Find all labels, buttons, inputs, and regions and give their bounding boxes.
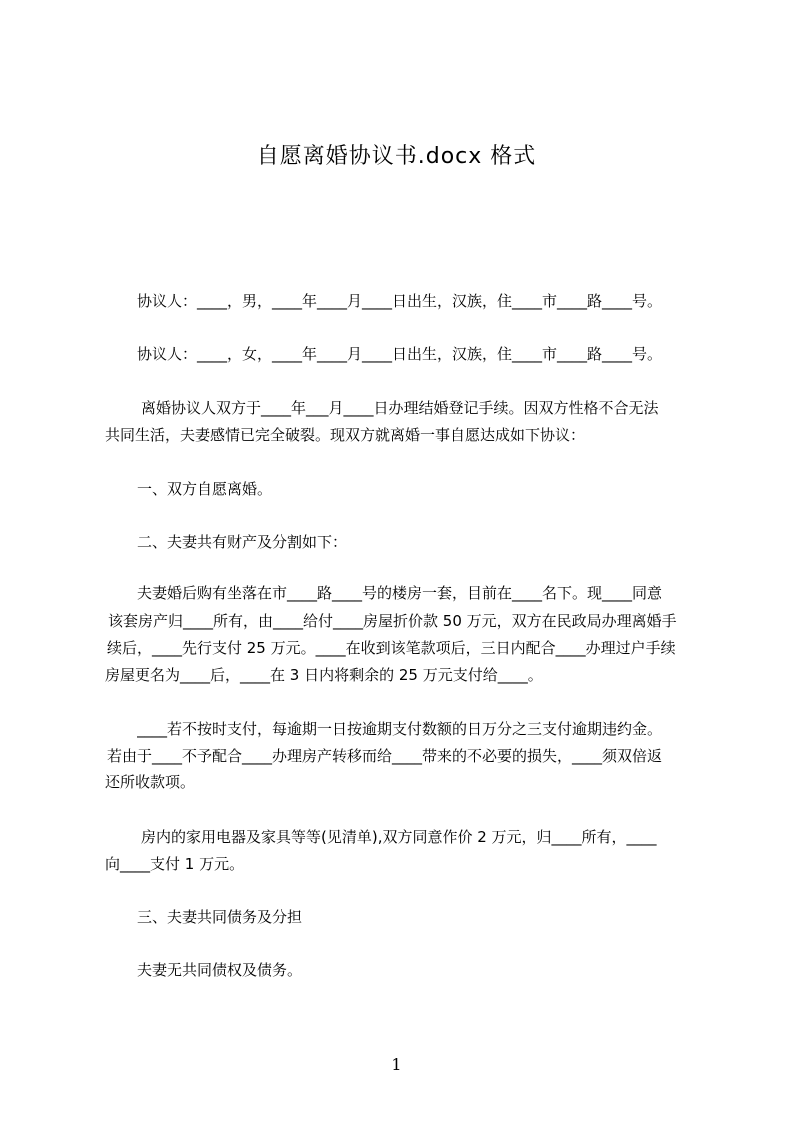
paragraph-line: 若由于____不予配合____办理房产转移而给____带来的不必要的损失，____须双倍返 — [107, 747, 663, 765]
paragraph-line: 房内的家用电器及家具等等(见清单),双方同意作价 2 万元，归____所有，____ — [141, 828, 657, 846]
section-heading: 一、双方自愿离婚。 — [137, 480, 273, 498]
party-line-male: 协议人：____，男，____年____月____日出生，汉族，住____市____路____号。 — [137, 292, 663, 310]
paragraph-line: 房屋更名为____后，____在 3 日内将剩余的 25 万元支付给____。 — [105, 666, 543, 684]
paragraph-line: 该套房产归____所有，由____给付____房屋折价款 50 万元，双方在民政局办理离婚手 — [108, 612, 677, 630]
paragraph-line: 还所收款项。 — [105, 773, 196, 791]
paragraph-line: 续后，____先行支付 25 万元。____在收到该笔款项后，三日内配合____办理过户手续 — [107, 639, 676, 657]
section-heading: 三、夫妻共同债务及分担 — [137, 908, 303, 926]
paragraph-line: ____若不按时支付，每逾期一日按逾期支付数额的日万分之三支付逾期违约金。 — [137, 720, 663, 738]
paragraph-line: 共同生活，夫妻感情已完全破裂。现双方就离婚一事自愿达成如下协议： — [105, 426, 586, 444]
paragraph-line: 离婚协议人双方于____年___月____日办理结婚登记手续。因双方性格不合无法 — [141, 399, 659, 417]
section-heading: 二、夫妻共有财产及分割如下： — [137, 533, 348, 551]
page-number: 1 — [391, 1055, 402, 1074]
paragraph-line: 向____支付 1 万元。 — [105, 855, 245, 873]
paragraph-line: 夫妻无共同债权及债务。 — [137, 961, 303, 979]
paragraph-line: 夫妻婚后购有坐落在市____路____号的楼房一套，目前在____名下。现____同意 — [137, 584, 663, 602]
document-title: 自愿离婚协议书.docx 格式 — [256, 144, 537, 169]
party-line-female: 协议人：____，女，____年____月____日出生，汉族，住____市____路____号。 — [137, 345, 663, 363]
